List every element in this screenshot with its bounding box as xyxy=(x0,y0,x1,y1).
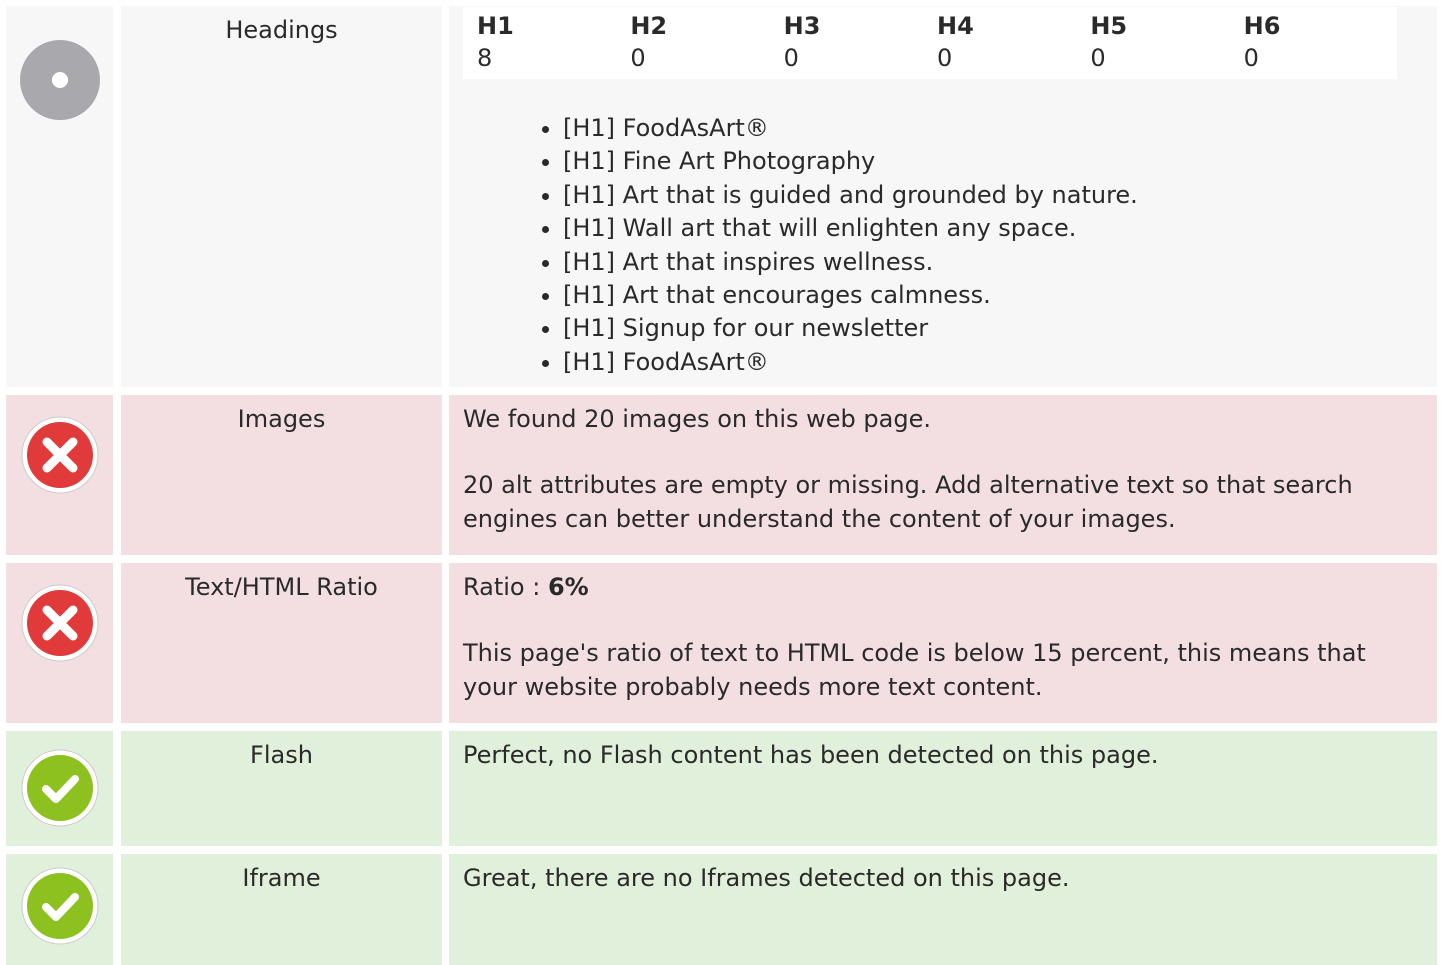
status-cell xyxy=(6,854,113,965)
table-cell: 0 xyxy=(783,44,799,72)
list-item: • [H1] Fine Art Photography xyxy=(563,145,1423,178)
info-dot-icon xyxy=(19,39,101,121)
list-item: • [H1] Wall art that will enlighten any space. xyxy=(563,212,1423,245)
table-cell: 0 xyxy=(1243,44,1259,72)
list-item: • [H1] Art that encourages calmness. xyxy=(563,279,1423,312)
table-header: H6 xyxy=(1243,12,1281,40)
headings-row xyxy=(0,6,1443,387)
table-header: H2 xyxy=(630,12,668,40)
table-cell: 0 xyxy=(630,44,646,72)
table-header: H5 xyxy=(1090,12,1128,40)
list-item: • [H1] Art that is guided and grounded by nature. xyxy=(563,179,1423,212)
headings-list xyxy=(463,112,1423,379)
flash-content xyxy=(449,731,1437,846)
list-item: • [H1] FoodAsArt® xyxy=(563,346,1423,379)
images-content xyxy=(449,395,1437,555)
check-label: Headings xyxy=(121,6,442,387)
table-header: H3 xyxy=(783,12,821,40)
list-item: • [H1] Signup for our newsletter xyxy=(563,312,1423,345)
ratio-prefix: Ratio : xyxy=(463,573,548,601)
table-header: H1 xyxy=(477,12,514,40)
check-label: Text/HTML Ratio xyxy=(121,563,442,723)
table-header: H4 xyxy=(936,12,974,40)
images-summary: We found 20 images on this web page. xyxy=(463,405,931,433)
check-label: Images xyxy=(121,395,442,555)
ratio-line xyxy=(463,570,1423,604)
ratio-content xyxy=(449,563,1437,723)
cross-circle-icon xyxy=(19,582,101,664)
table-row xyxy=(477,41,1397,75)
iframe-row xyxy=(0,854,1443,965)
ratio-row xyxy=(0,563,1443,723)
iframe-summary: Great, there are no Iframes detected on this page. xyxy=(463,864,1070,892)
ratio-value: 6% xyxy=(547,573,589,601)
table-cell: 0 xyxy=(1090,44,1106,72)
flash-row xyxy=(0,731,1443,846)
check-label: Iframe xyxy=(121,854,442,965)
status-cell xyxy=(6,731,113,846)
table-cell: 8 xyxy=(477,44,493,72)
list-item: • [H1] FoodAsArt® xyxy=(563,112,1423,145)
check-circle-icon xyxy=(19,865,101,947)
ratio-advice: This page's ratio of text to HTML code is below 15 percent, this means that your website probably needs more text content. xyxy=(463,639,1366,701)
images-advice: 20 alt attributes are empty or missing. Add alternative text so that search engines can better understand the content of your images. xyxy=(463,471,1353,533)
table-header-row xyxy=(477,7,1397,41)
flash-summary: Perfect, no Flash content has been detected on this page. xyxy=(463,741,1159,769)
table-cell: 0 xyxy=(936,44,953,72)
status-cell xyxy=(6,6,113,387)
headings-content xyxy=(449,6,1437,387)
check-label: Flash xyxy=(121,731,442,846)
status-cell xyxy=(6,563,113,723)
iframe-content xyxy=(449,854,1437,965)
list-item: • [H1] Art that inspires wellness. xyxy=(563,246,1423,279)
status-cell xyxy=(6,395,113,555)
cross-circle-icon xyxy=(19,414,101,496)
check-circle-icon xyxy=(19,747,101,829)
images-row xyxy=(0,395,1443,555)
headings-count-table xyxy=(463,7,1397,79)
